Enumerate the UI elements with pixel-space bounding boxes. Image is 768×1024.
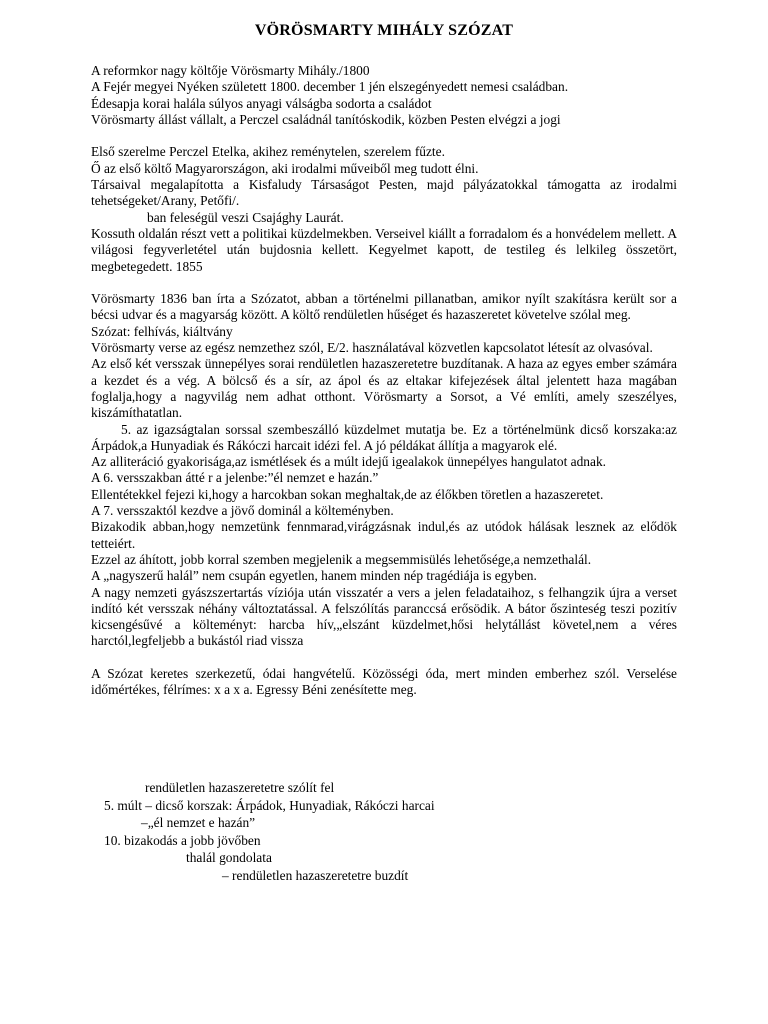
document-body bbox=[91, 63, 677, 699]
paragraph: A 7. versszaktól kezdve a jövő dominál a költeményben. bbox=[91, 503, 394, 519]
paragraph: Ezzel az áhított, jobb korral szemben megjelenik a megsemmisülés lehetősége,a nemzethalál. bbox=[91, 551, 592, 567]
summary-line: rendületlen hazaszeretetre szólít fel bbox=[145, 780, 335, 795]
paragraph: A Fejér megyei Nyéken született 1800. december 1 jén elszegényedett nemesi családban. bbox=[91, 79, 569, 95]
paragraph: Ő az első költő Magyarországon, aki irodalmi műveiből meg tudott élni. bbox=[91, 160, 479, 176]
paragraph: Társaival megalapította a Kisfaludy Társaságot Pesten, majd pályázatokkal támogatta az irodalmi tehetségeket/Arany, Petőfi/. bbox=[91, 177, 677, 209]
paragraph: Kossuth oldalán részt vett a politikai küzdelmekben. Verseivel kiállt a forradalom és a honvédelem mellett. A világosi fegyverletétel után bujdosnia kellett. Kegyelmet kapott, de testileg és lelkileg összetört, megbetegedett. 1855 bbox=[91, 225, 677, 274]
summary-line: thalál gondolata bbox=[186, 850, 272, 865]
page-title: VÖRÖSMARTY MIHÁLY SZÓZAT bbox=[254, 22, 514, 39]
paragraph: A 6. versszakban átté r a jelenbe:”él nemzet e hazán.” bbox=[91, 470, 379, 486]
paragraph: Szózat: felhívás, kiáltvány bbox=[91, 323, 233, 339]
paragraph: A „nagyszerű halál” nem csupán egyetlen, hanem minden nép tragédiája is egyben. bbox=[91, 568, 537, 584]
spacer bbox=[91, 650, 677, 666]
paragraph: 5. az igazságtalan sorssal szembeszálló küzdelmet mutatja be. Ez a történelmünk dicső korszaka:az Árpádok,a Hunyadiak és Rákóczi harcait idézi fel. A jó példákat állítja a magyarok elé. bbox=[91, 421, 677, 453]
paragraph: Vörösmarty 1836 ban írta a Szózatot, abban a történelmi pillanatban, amikor nyílt szakításra került sor a bécsi udvar és a magyarság között. A költő rendületlen hűséget és hazaszeretet követelve szólal meg. bbox=[91, 291, 677, 323]
paragraph: Az alliteráció gyakorisága,az ismétlések és a múlt idejű igealakok ünnepélyes hangulatot adnak. bbox=[91, 454, 606, 470]
paragraph: Vörösmarty állást vállalt, a Perczel családnál tanítóskodik, közben Pesten elvégzi a jogi bbox=[91, 111, 561, 127]
summary-line: – rendületlen hazaszeretetre buzdít bbox=[222, 867, 409, 883]
paragraph: Bizakodik abban,hogy nemzetünk fennmarad,virágzásnak indul,és az utódok hálásak lesznek az elődök tetteiért. bbox=[91, 519, 677, 551]
summary-line: 10. bizakodás a jobb jövőben bbox=[104, 832, 261, 848]
paragraph: ban feleségül veszi Csajághy Laurát. bbox=[147, 209, 344, 225]
spacer bbox=[91, 275, 677, 291]
summary-line: 5. múlt – dicső korszak: Árpádok, Hunyadiak, Rákóczi harcai bbox=[104, 797, 435, 813]
summary-line: –„él nemzet e hazán” bbox=[141, 815, 256, 830]
paragraph: Első szerelme Perczel Etelka, akihez reménytelen, szerelem fűzte. bbox=[91, 144, 445, 160]
paragraph: A Szózat keretes szerkezetű, ódai hangvételű. Közösségi óda, mert minden emberhez szól. Verselése időmértékes, félrímes: x a x a. Egressy Béni zenésítette meg. bbox=[91, 665, 677, 698]
spacer bbox=[91, 128, 677, 144]
paragraph: Vörösmarty verse az egész nemzethez szól, E/2. használatával közvetlen kapcsolatot létesít az olvasóval. bbox=[91, 340, 653, 356]
paragraph: Ellentétekkel fejezi ki,hogy a harcokban sokan meghaltak,de az élőkben töretlen a hazaszeretet. bbox=[91, 486, 604, 502]
paragraph: Édesapja korai halála súlyos anyagi válságba sodorta a családot bbox=[91, 95, 432, 111]
paragraph: Az első két versszak ünnepélyes sorai rendületlen hazaszeretetre buzdítanak. A haza az egyes ember számára a kezdet és a vég. A bölcső és a sír, az ápol és az eltakar kifejezések által jelentett haza magában foglalja,hogy a nagyvilág nem adhat otthont. Vörösmarty a Sorsot, a Vé említi, amely szeszélyes, kiszámíthatatlan. bbox=[91, 356, 677, 421]
paragraph: A reformkor nagy költője Vörösmarty Mihály./1800 bbox=[91, 63, 370, 78]
paragraph: A nagy nemzeti gyászszertartás víziója után visszatér a vers a jelen feladataihoz, s felhangzik újra a verset indító két versszak néhány változtatással. A felszólítás paranccsá erősödik. A bátor őszinteség teszi pozitív kicsengésűvé a költeményt: harcba hív,„elszánt küzdelmet,hősi helytállást követel,nem a véres harctól,legfeljebb a bukástól riad vissza bbox=[91, 584, 677, 649]
